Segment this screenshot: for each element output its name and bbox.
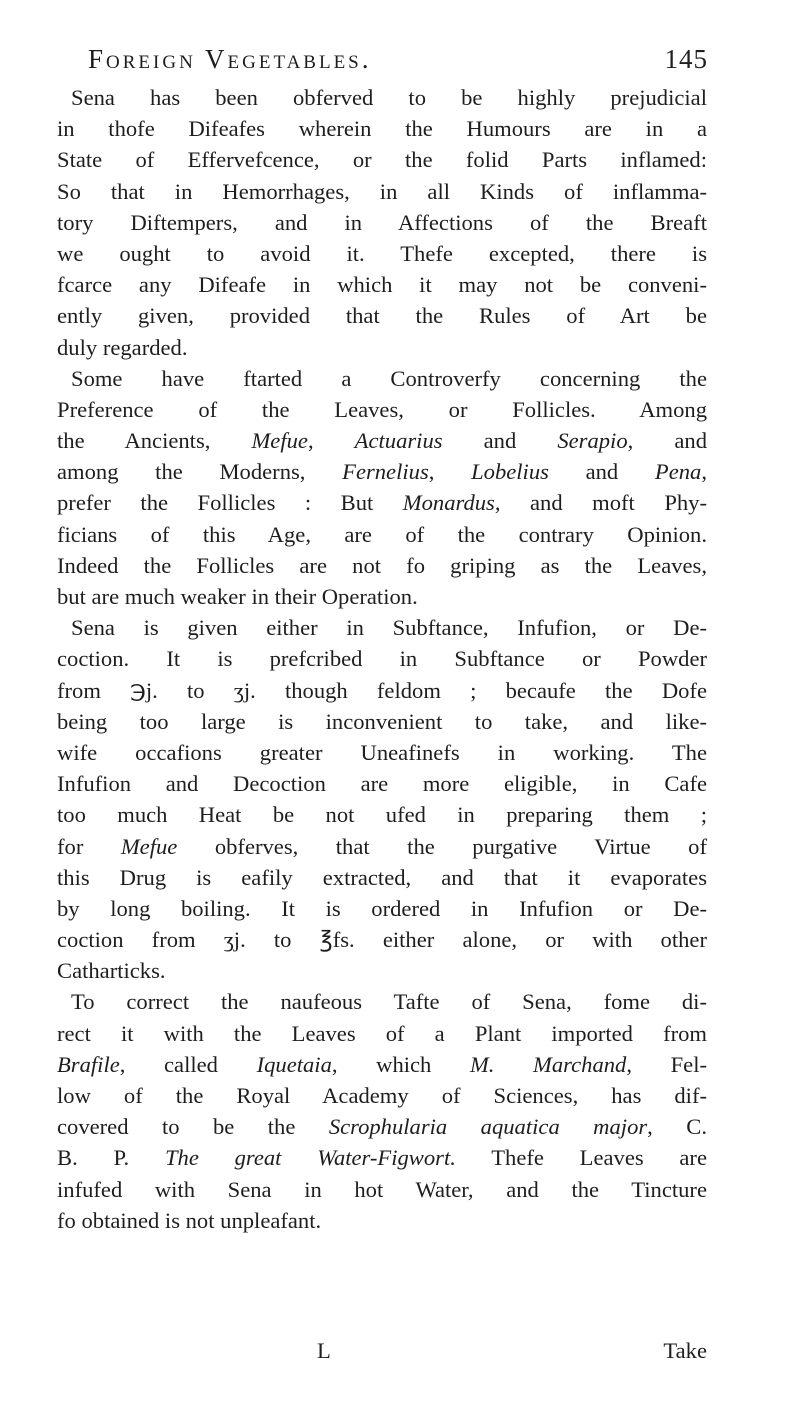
text-line: Indeed the Follicles are not fo griping as the Leaves,	[57, 552, 707, 578]
signature-mark: L	[317, 1338, 331, 1363]
text-line: this Drug is eafily extracted, and that it evaporates	[57, 864, 707, 890]
page-number: 145	[664, 44, 708, 74]
text-line: coction from ʒj. to ℥fs. either alone, or with other	[57, 927, 707, 953]
text-line: To correct the naufeous Tafte of Sena, fome di-	[71, 989, 707, 1015]
text-line: wife occafions greater Uneafinefs in working. The	[57, 739, 707, 765]
text-line: Sena is given either in Subftance, Infufion, or De-	[71, 615, 707, 641]
text-line: prefer the Follicles : But Monardus, and moft Phy-	[57, 490, 707, 516]
text-line: State of Effervefcence, or the folid Parts inflamed:	[57, 147, 707, 173]
catchword: Take	[663, 1338, 707, 1363]
text-line: covered to be the Scrophularia aquatica major, C.	[57, 1114, 707, 1140]
text-line: but are much weaker in their Operation.	[57, 584, 418, 609]
text-line: fcarce any Difeafe in which it may not be conveni-	[57, 272, 707, 298]
text-line: too much Heat be not ufed in preparing them ;	[57, 802, 707, 828]
text-line: ently given, provided that the Rules of Art be	[57, 303, 707, 329]
text-line: duly regarded.	[57, 334, 188, 360]
page-footer	[57, 1338, 707, 1370]
running-head	[88, 44, 708, 78]
text-line: low of the Royal Academy of Sciences, has dif-	[57, 1083, 707, 1108]
text-line: for Mefue obferves, that the purgative Virtue of	[57, 833, 707, 859]
text-line: we ought to avoid it. Thefe excepted, there is	[57, 240, 707, 266]
text-line: by long boiling. It is ordered in Infufion or De-	[57, 895, 707, 921]
text-line: from ℈j. to ʒj. though feldom ; becaufe the Dofe	[57, 677, 707, 703]
text-line: ficians of this Age, are of the contrary Opinion.	[57, 521, 707, 547]
text-line: being too large is inconvenient to take, and like-	[57, 708, 707, 734]
body-text	[57, 82, 707, 1236]
text-line: Brafile, called Iquetaia, which M. Marchand, Fel-	[57, 1051, 707, 1077]
text-line: in thofe Difeafes wherein the Humours are in a	[57, 116, 707, 142]
text-line: the Ancients, Mefue, Actuarius and Serapio, and	[57, 428, 707, 454]
running-title: Foreign Vegetables.	[88, 44, 372, 74]
text-line: tory Diftempers, and in Affections of the Breaft	[57, 209, 707, 235]
text-line: Sena has been obferved to be highly prejudicial	[71, 85, 707, 110]
text-line: Catharticks.	[57, 958, 166, 984]
text-line: So that in Hemorrhages, in all Kinds of inflamma-	[57, 178, 707, 204]
text-line: fo obtained is not unpleafant.	[57, 1207, 322, 1233]
text-line: infufed with Sena in hot Water, and the Tincture	[57, 1176, 707, 1202]
text-line: Some have ftarted a Controverfy concerning the	[71, 365, 707, 391]
text-line: coction. It is prefcribed in Subftance or Powder	[57, 646, 707, 672]
text-line: among the Moderns, Fernelius, Lobelius and Pena,	[57, 459, 708, 485]
text-line: Infufion and Decoction are more eligible, in Cafe	[57, 771, 707, 797]
text-line: Preference of the Leaves, or Follicles. Among	[57, 396, 707, 422]
text-line: rect it with the Leaves of a Plant imported from	[57, 1020, 707, 1046]
text-line: B. P. The great Water-Figwort. Thefe Leaves are	[57, 1145, 707, 1171]
